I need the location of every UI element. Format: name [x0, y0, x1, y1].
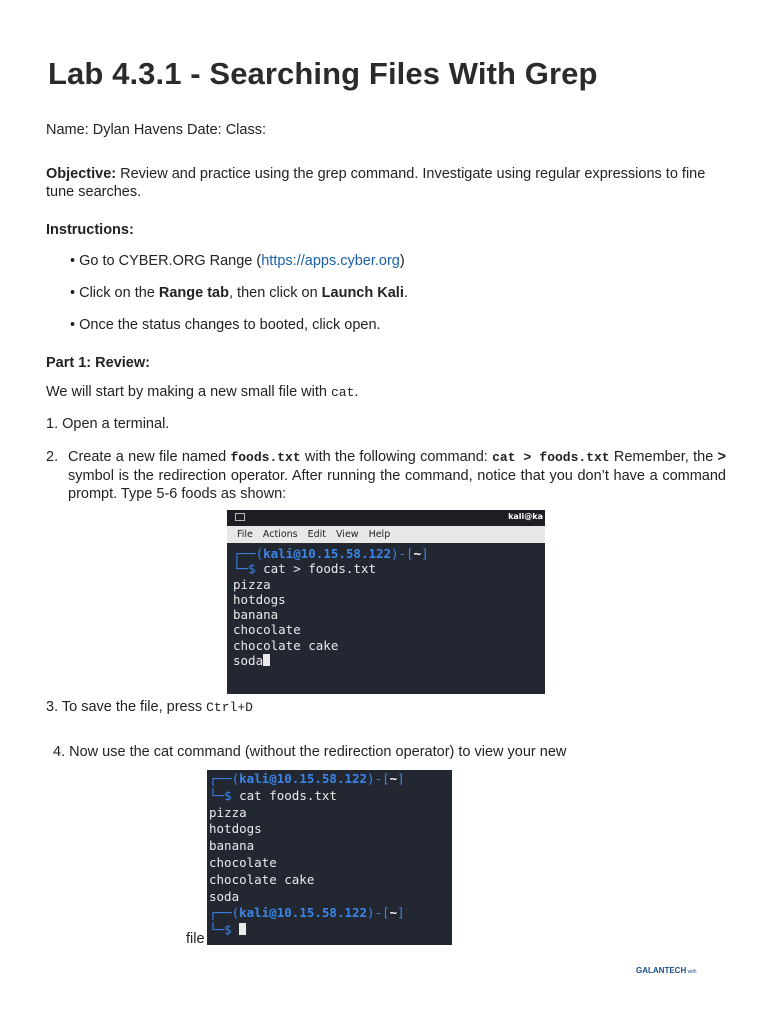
instruction-item-1 [70, 252, 405, 270]
instruction-2-text-e: . [403, 285, 408, 301]
prompt-bracket-open: ┌──( [233, 546, 264, 561]
terminal-output-line: soda [209, 888, 240, 904]
menu-edit: Edit [307, 529, 327, 540]
menu-help: Help [368, 529, 391, 540]
terminal-menubar [227, 526, 545, 543]
step-3 [46, 698, 253, 717]
prompt-user-host: kali@10.15.58.122 [263, 546, 392, 561]
terminal-input-line [207, 922, 452, 939]
menu-view: View [336, 529, 359, 540]
terminal-output-line-last [227, 653, 545, 668]
footer-brand-text: GALANTECH [636, 966, 687, 975]
terminal-command: cat > foods.txt [255, 561, 377, 577]
terminal-output-line: chocolate [209, 854, 277, 870]
objective-text: Review and practice using the grep command. Investigate using regular expressions to fine tune searches. [46, 166, 706, 200]
instruction-1-suffix: ) [399, 253, 405, 269]
prompt-dir: ~ [413, 546, 422, 561]
terminal-command: cat foods.txt [231, 787, 337, 803]
terminal-output-line: chocolate [233, 622, 301, 638]
terminal-command-line [207, 788, 452, 805]
terminal-command-line [227, 561, 545, 576]
step-1: 1. Open a terminal. [46, 416, 170, 432]
step-2-text-c: Remember, the [613, 449, 718, 465]
terminal-prompt-line-2 [207, 905, 452, 922]
terminal-output-line: banana [233, 607, 279, 623]
prompt-corner: └─ [209, 922, 225, 938]
step-4: 4. Now use the cat command (without the redirection operator) to view your new [53, 744, 567, 760]
instructions-heading: Instructions: [46, 222, 134, 238]
terminal-output-line: pizza [209, 804, 247, 820]
prompt-dollar: $ [224, 922, 232, 938]
terminal-cursor [239, 923, 246, 935]
ctrl-d-code: Ctrl+D [206, 700, 253, 715]
cat-code: cat [331, 385, 355, 400]
terminal-output-line: banana [209, 838, 255, 854]
terminal-output-line: hotdogs [209, 821, 262, 837]
terminal-window-icon [235, 513, 245, 521]
part1-heading: Part 1: Review: [46, 355, 150, 371]
step-2-paragraph [68, 448, 726, 503]
terminal-cursor [263, 654, 270, 666]
prompt-dir: ~ [389, 771, 398, 786]
step-2-number: 2. [46, 449, 59, 465]
prompt-user-host: kali@10.15.58.122 [239, 905, 368, 921]
terminal-screenshot-2 [207, 770, 452, 945]
menu-actions: Actions [262, 529, 298, 540]
prompt-bracket-open: ┌──( [209, 905, 240, 921]
prompt-corner: └─ [233, 561, 249, 577]
redirect-symbol: > [717, 449, 727, 465]
prompt-bracket-end: ] [397, 771, 405, 786]
footer-brand-small: with [686, 969, 697, 975]
instruction-2-text-a: • Click on the [70, 285, 159, 301]
prompt-dollar: $ [224, 787, 232, 803]
instruction-1-text: • Go to CYBER.ORG Range ( [70, 253, 262, 269]
prompt-bracket-open: ┌──( [209, 771, 240, 786]
part1-intro [46, 383, 358, 402]
name-line: Name: Dylan Havens Date: Class: [46, 122, 266, 138]
prompt-bracket-end: ] [421, 546, 429, 561]
cyber-org-link[interactable]: https://apps.cyber.org [261, 253, 400, 269]
prompt-bracket-mid: )-[ [367, 905, 390, 921]
terminal-screenshot-1 [227, 510, 545, 694]
step-4-tail: file [186, 931, 205, 947]
objective-paragraph [46, 165, 736, 201]
prompt-bracket-mid: )-[ [367, 771, 390, 786]
instruction-2-text-c: , then click on [228, 285, 322, 301]
foods-filename-code: foods.txt [230, 450, 301, 465]
range-tab-label: Range tab [158, 285, 229, 301]
step-2-text-b: with the following command: [300, 449, 493, 465]
cat-redirect-command-code: cat > foods.txt [492, 450, 610, 465]
instruction-item-3: • Once the status changes to booted, click open. [70, 317, 381, 333]
page-title: Lab 4.3.1 - Searching Files With Grep [48, 56, 598, 91]
terminal-output-line: chocolate cake [209, 871, 315, 887]
step-3-text: 3. To save the file, press [46, 699, 207, 715]
step-2-text-d: symbol is the redirection operator. After running the command, notice that you don’t have a command prompt. Type 5-6 foods as shown: [68, 468, 726, 502]
prompt-bracket-end: ] [397, 905, 405, 921]
menu-file: File [237, 529, 253, 540]
terminal-last-text: soda [233, 653, 264, 669]
terminal-output-line: hotdogs [233, 591, 286, 607]
part1-intro-end: . [354, 384, 359, 400]
instruction-item-2 [70, 284, 408, 302]
prompt-user-host: kali@10.15.58.122 [239, 771, 368, 786]
prompt-bracket-mid: )-[ [391, 546, 414, 561]
terminal-window-title: kali@ka [508, 512, 543, 521]
terminal-prompt-line [207, 771, 452, 788]
terminal-output-line: pizza [233, 576, 271, 592]
launch-kali-label: Launch Kali [321, 285, 404, 301]
terminal-titlebar [227, 510, 545, 526]
objective-label: Objective: [46, 166, 117, 182]
terminal-output-line: chocolate cake [233, 637, 339, 653]
prompt-corner: └─ [209, 787, 225, 803]
terminal-prompt-line [227, 546, 545, 561]
step-2-text-a: Create a new file named [68, 449, 231, 465]
prompt-dollar: $ [248, 561, 256, 577]
footer-brand-logo [636, 966, 697, 975]
prompt-dir: ~ [389, 905, 398, 921]
part1-intro-text: We will start by making a new small file with [46, 384, 331, 400]
